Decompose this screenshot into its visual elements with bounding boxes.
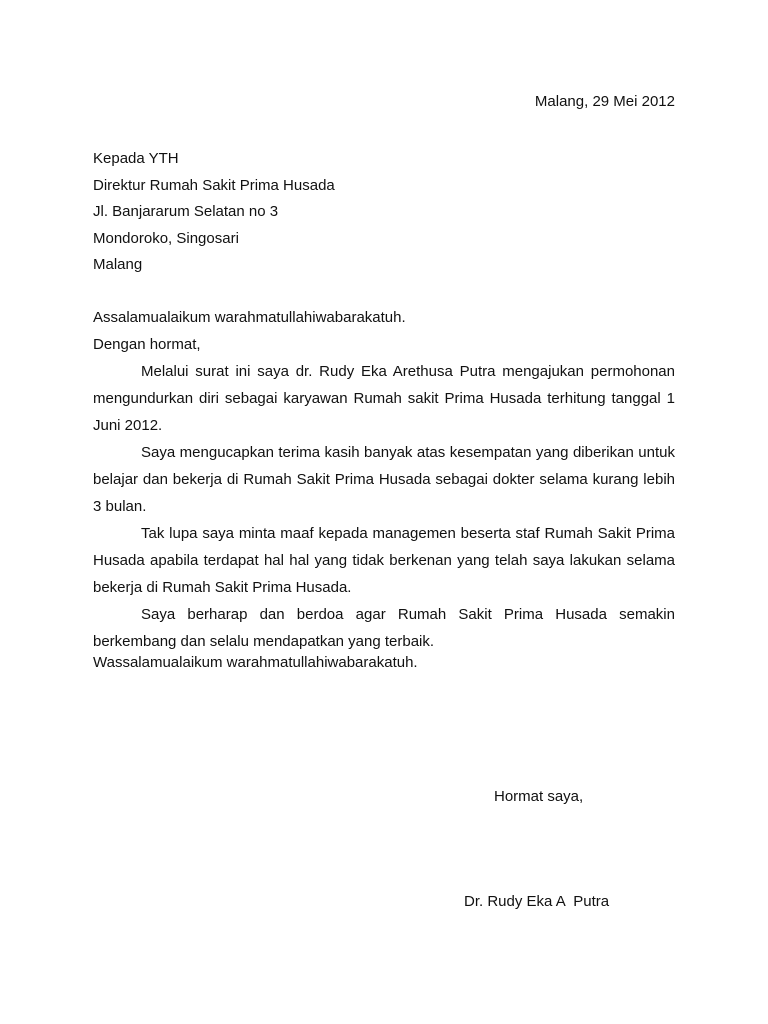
- body-paragraph: Melalui surat ini saya dr. Rudy Eka Arethusa Putra mengajukan permohonan mengundurkan diri sebagai karyawan Rumah sakit Prima Husada terhitung tanggal 1 Juni 2012.: [93, 363, 675, 434]
- recipient-line: Direktur Rumah Sakit Prima Husada: [93, 176, 335, 194]
- body-paragraph: Tak lupa saya minta maaf kepada managemen beserta staf Rumah Sakit Prima Husada apabila terdapat hal hal yang tidak berkenan yang telah saya lakukan selama bekerja di Rumah Sakit Prima Husada.: [93, 525, 675, 596]
- complimentary-close: Hormat saya,: [494, 788, 584, 805]
- greeting: Assalamualaikum warahmatullahiwabarakatuh.: [93, 309, 406, 326]
- opening: [93, 305, 406, 358]
- place-date: Malang, 29 Mei 2012: [534, 93, 675, 110]
- closing-greeting: Wassalamualaikum warahmatullahiwabarakatuh.: [93, 654, 418, 671]
- recipient-line: Malang: [93, 256, 143, 273]
- recipient-line: Kepada YTH: [93, 150, 179, 167]
- signatory-name: Dr. Rudy Eka A Putra: [464, 893, 610, 910]
- body-paragraph: Saya mengucapkan terima kasih banyak atas kesempatan yang diberikan untuk belajar dan bekerja di Rumah Sakit Prima Husada sebagai dokter selama kurang lebih 3 bulan.: [93, 444, 675, 515]
- body-paragraph: Saya berharap dan berdoa agar Rumah Sakit Prima Husada semakin berkembang dan selalu mendapatkan yang terbaik.: [93, 606, 675, 650]
- recipient-address: [93, 146, 335, 279]
- letter-body: [93, 358, 675, 655]
- recipient-line: Mondoroko, Singosari: [93, 229, 239, 247]
- salutation: Dengan hormat,: [93, 335, 201, 353]
- recipient-line: Jl. Banjararum Selatan no 3: [93, 203, 279, 220]
